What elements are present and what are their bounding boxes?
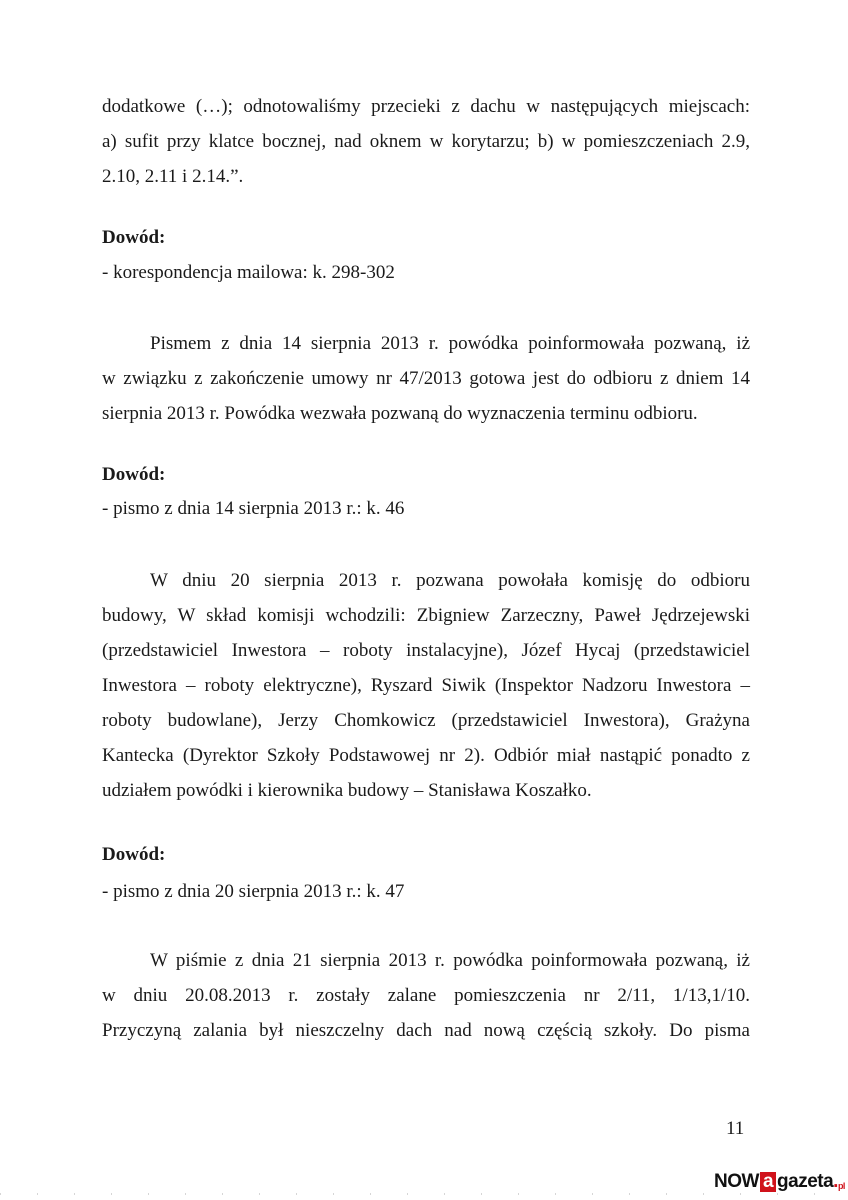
- evidence-heading: Dowód:: [102, 464, 166, 485]
- text-line: roboty budowlane), Jerzy Chomkowicz (przedstawiciel Inwestora), Grażyna: [102, 710, 750, 731]
- text-line: Przyczyną zalania był nieszczelny dach nad nową częścią szkoły. Do pisma: [102, 1020, 750, 1041]
- logo-text-dot: .: [833, 1171, 838, 1192]
- paragraph-1: [102, 89, 750, 194]
- page-number: 11: [726, 1118, 745, 1139]
- nowagazeta-logo: [714, 1170, 845, 1194]
- text-line: (przedstawiciel Inwestora – roboty instalacyjne), Józef Hycaj (przedstawiciel: [102, 640, 750, 661]
- text-line: a) sufit przy klatce bocznej, nad oknem w korytarzu; b) w pomieszczeniach 2.9,: [102, 131, 750, 152]
- evidence-heading: Dowód:: [102, 227, 166, 248]
- text-line: 2.10, 2.11 i 2.14.”.: [102, 166, 244, 187]
- text-line: W dniu 20 sierpnia 2013 r. pozwana powołała komisję do odbioru: [150, 570, 750, 591]
- evidence-item: - pismo z dnia 20 sierpnia 2013 r.: k. 47: [102, 881, 405, 902]
- text-line: w dniu 20.08.2013 r. zostały zalane pomieszczenia nr 2/11, 1/13,1/10.: [102, 985, 750, 1006]
- paragraph-2: [102, 326, 750, 431]
- text-line: udziałem powódki i kierownika budowy – Stanisława Koszałko.: [102, 780, 592, 801]
- paragraph-4: [102, 943, 750, 1048]
- evidence-item: - pismo z dnia 14 sierpnia 2013 r.: k. 46: [102, 498, 405, 519]
- text-line: w związku z zakończenie umowy nr 47/2013 gotowa jest do odbioru z dniem 14: [102, 368, 750, 389]
- evidence-heading: Dowód:: [102, 844, 166, 865]
- paragraph-3: [102, 563, 750, 808]
- text-line: Inwestora – roboty elektryczne), Ryszard Siwik (Inspektor Nadzoru Inwestora –: [102, 675, 750, 696]
- logo-text-pl: pl: [837, 1181, 845, 1191]
- text-line: Pismem z dnia 14 sierpnia 2013 r. powódka poinformowała pozwaną, iż: [150, 333, 750, 354]
- text-line: Kantecka (Dyrektor Szkoły Podstawowej nr 2). Odbiór miał nastąpić ponadto z: [102, 745, 750, 766]
- evidence-item: - korespondencja mailowa: k. 298-302: [102, 262, 395, 283]
- logo-text-gazeta: gazeta: [777, 1171, 834, 1192]
- text-line: budowy, W skład komisji wchodzili: Zbigniew Zarzeczny, Paweł Jędrzejewski: [102, 605, 750, 626]
- scan-artifact: [0, 1193, 848, 1195]
- text-line: sierpnia 2013 r. Powódka wezwała pozwaną do wyznaczenia terminu odbioru.: [102, 403, 698, 424]
- text-line: W piśmie z dnia 21 sierpnia 2013 r. powódka poinformowała pozwaną, iż: [150, 950, 750, 971]
- text-line: dodatkowe (…); odnotowaliśmy przecieki z dachu w następujących miejscach:: [102, 96, 750, 117]
- logo-text-a: a: [760, 1172, 776, 1192]
- logo-text-now: NOW: [714, 1171, 759, 1192]
